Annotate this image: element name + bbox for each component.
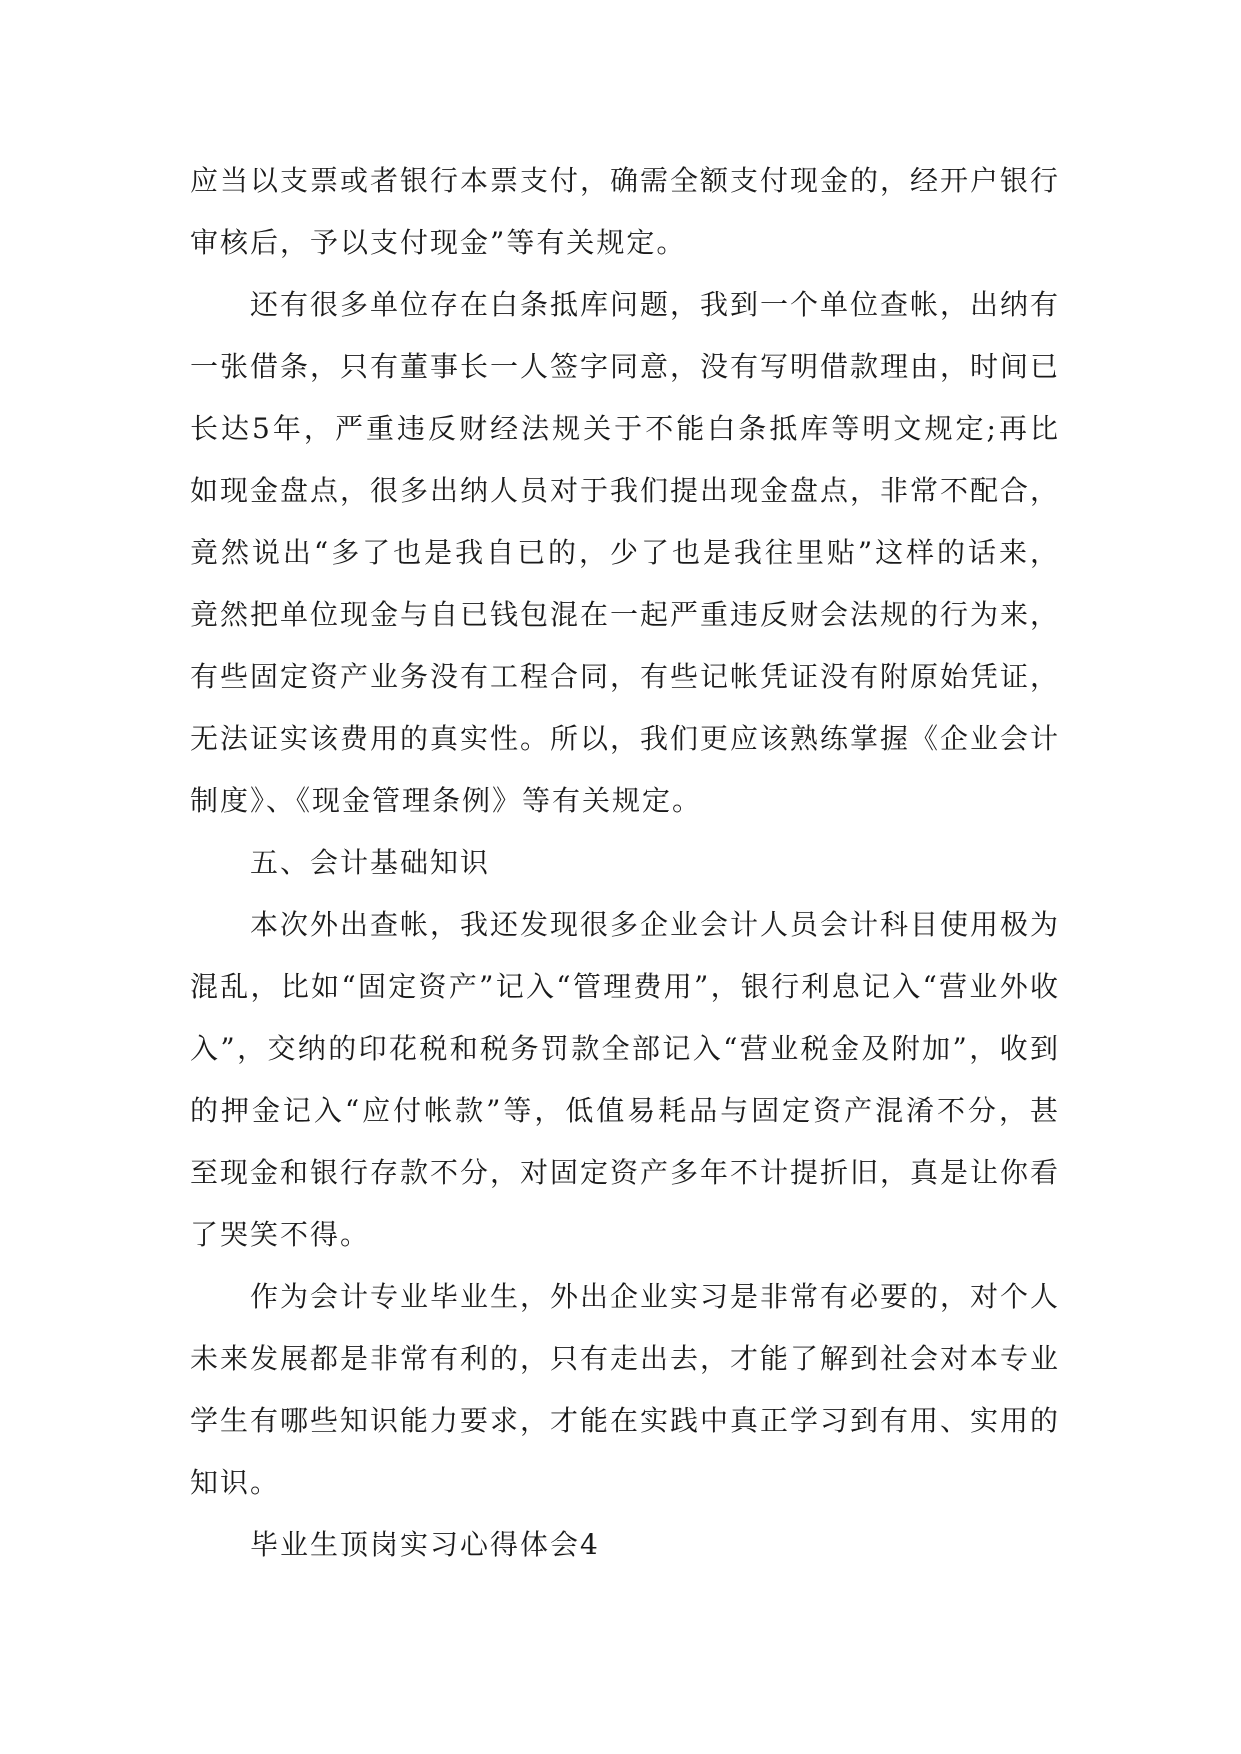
paragraph-internship-value: 作为会计专业毕业生，外出企业实习是非常有必要的，对个人未来发展都是非常有利的，只有走出去，才能了解到社会对本专业学生有哪些知识能力要求，才能在实践中真正学习到有用、实用的知识。: [190, 1280, 1061, 1499]
section-heading-internship-4: 毕业生顶岗实习心得体会4: [250, 1528, 600, 1561]
paragraph-account-misuse: 本次外出查帐，我还发现很多企业会计人员会计科目使用极为混乱，比如“固定资产”记入“管理费用”，银行利息记入“营业外收入”，交纳的印花税和税务罚款全部记入“营业税金及附加”，收到的押金记入“应付帐款”等，低值易耗品与固定资产混淆不分，甚至现金和银行存款不分，对固定资产多年不计提折旧，真是让你看了哭笑不得。: [190, 908, 1061, 1251]
paragraph-continuation: 应当以支票或者银行本票支付，确需全额支付现金的，经开户银行审核后，予以支付现金”等有关规定。: [190, 164, 1061, 259]
paragraph-white-slip-issue: 还有很多单位存在白条抵库问题，我到一个单位查帐，出纳有一张借条，只有董事长一人签字同意，没有写明借款理由，时间已长达5年，严重违反财经法规关于不能白条抵库等明文规定;再比如现金盘点，很多出纳人员对于我们提出现金盘点，非常不配合，竟然说出“多了也是我自已的，少了也是我往里贴”这样的话来，竟然把单位现金与自已钱包混在一起严重违反财会法规的行为来，有些固定资产业务没有工程合同，有些记帐凭证没有附原始凭证，无法证实该费用的真实性。所以，我们更应该熟练掌握《企业会计制度》、《现金管理条例》等有关规定。: [190, 288, 1061, 817]
section-heading-accounting-basics: 五、会计基础知识: [250, 846, 491, 879]
document-body: [190, 150, 1060, 1576]
